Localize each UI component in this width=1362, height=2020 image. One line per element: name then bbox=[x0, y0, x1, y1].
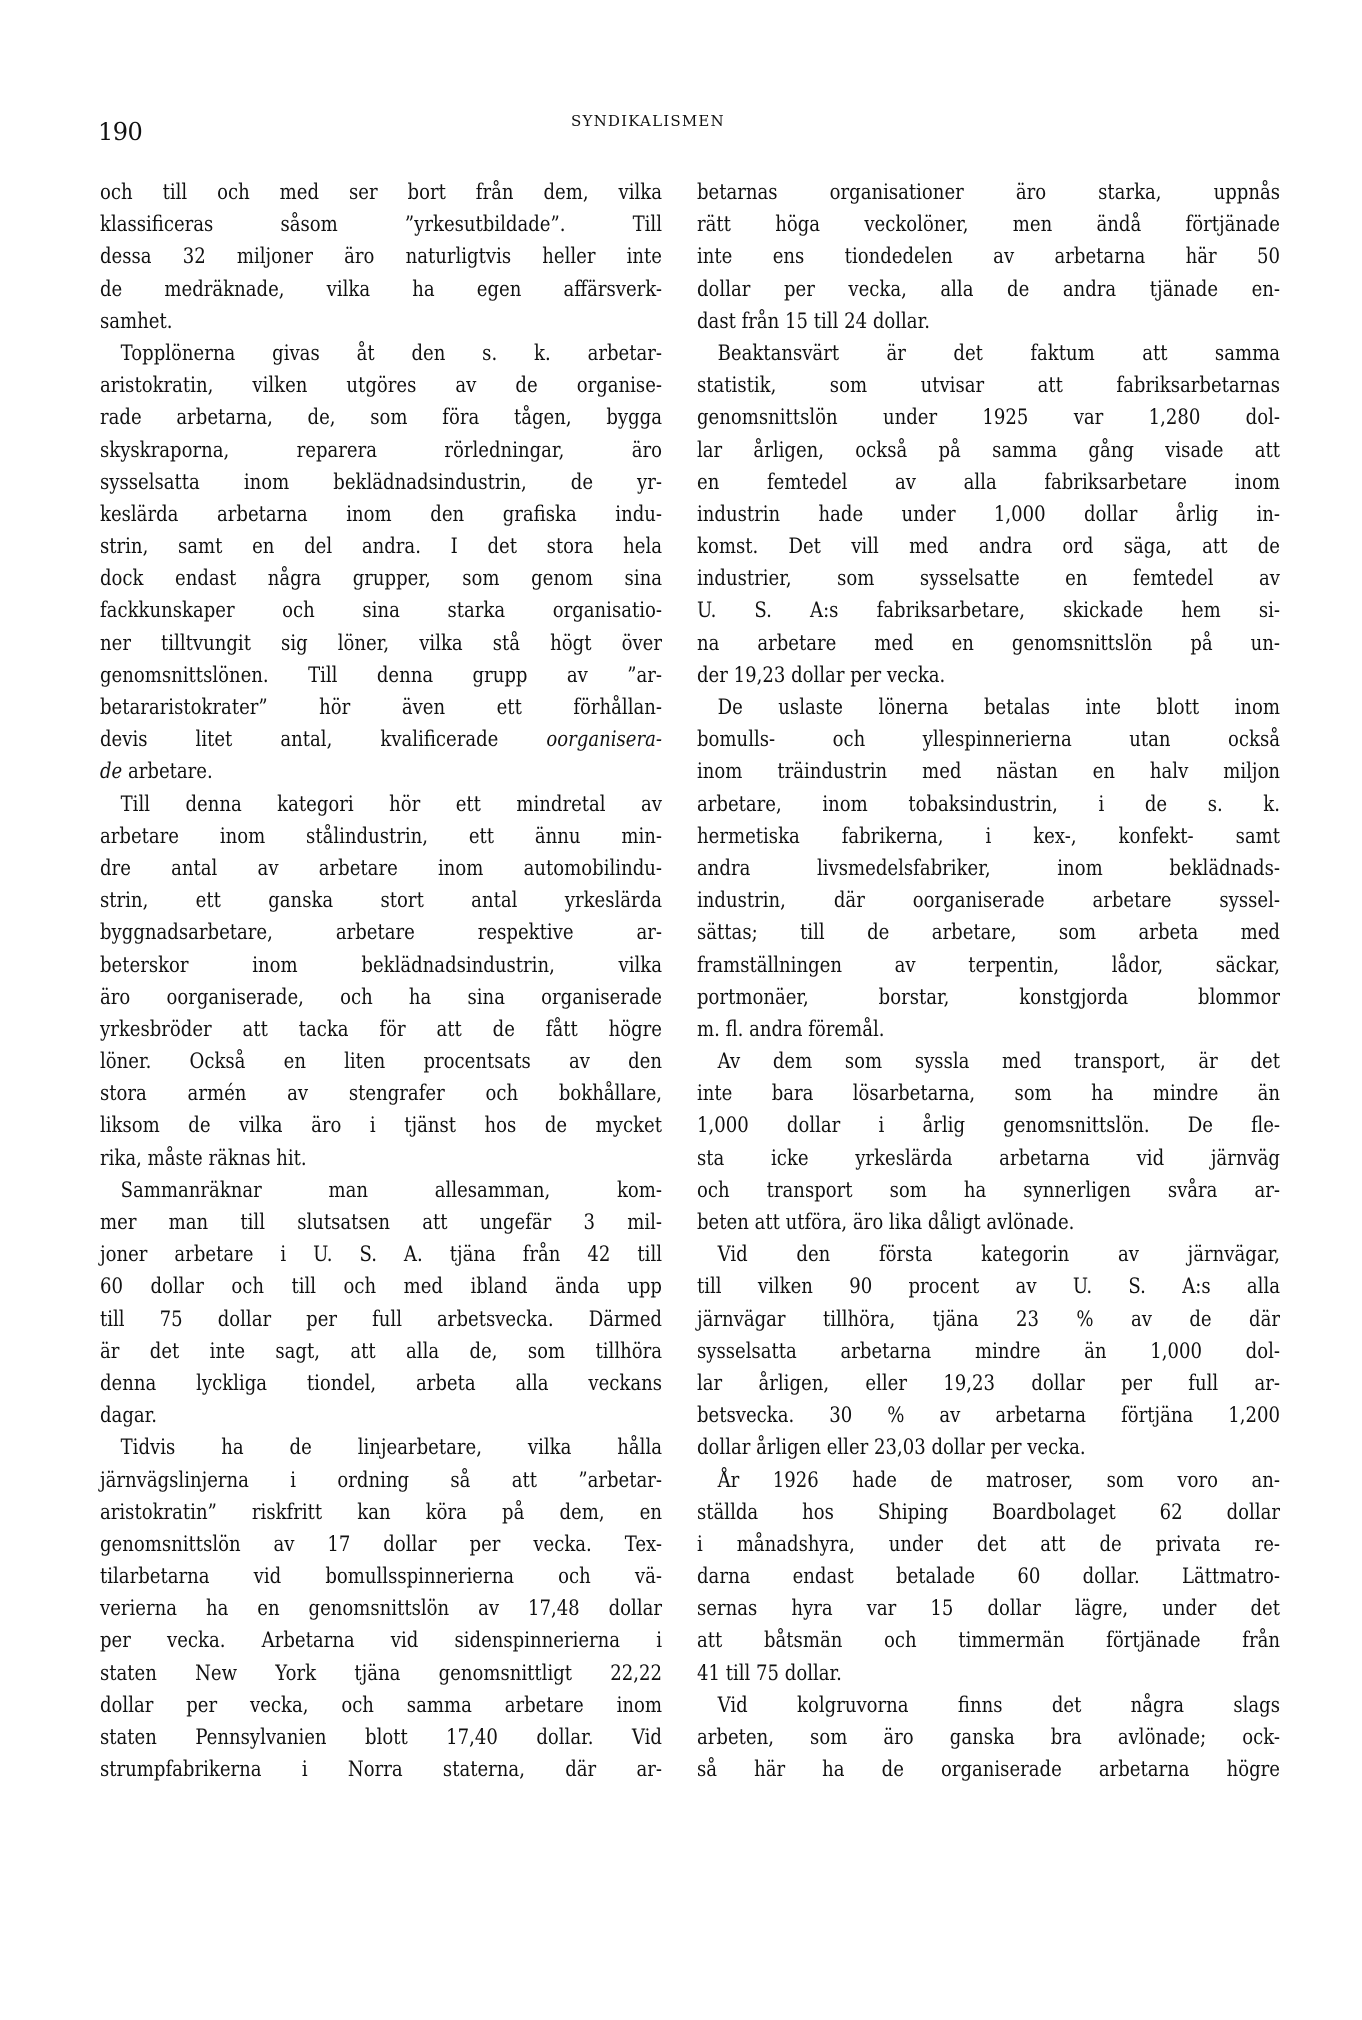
text-line: Till denna kategori hör ett mindretal av bbox=[120, 791, 662, 816]
text-line: aristokratin, vilken utgöres av de organise- bbox=[100, 373, 662, 398]
text-line: fackkunskaper och sina starka organisatio- bbox=[100, 598, 662, 623]
text-line: dagar. bbox=[100, 1403, 158, 1428]
text-line: en femtedel av alla fabriksarbetare inom bbox=[697, 469, 1280, 494]
text-line: framställningen av terpentin, lådor, säckar, bbox=[697, 952, 1280, 977]
text-line: portmonäer, borstar, konstgjorda blommor bbox=[697, 984, 1280, 1009]
text-line: betararistokrater” hör även ett förhållan- bbox=[100, 695, 662, 719]
text-line: denna lyckliga tiondel, arbeta alla veckans bbox=[100, 1370, 662, 1395]
text-line: industrin hade under 1,000 dollar årlig in- bbox=[697, 501, 1280, 526]
text-line: genomsnittslön av 17 dollar per vecka. Tex- bbox=[100, 1531, 662, 1556]
text-line: liksom de vilka äro i tjänst hos de mycket bbox=[100, 1113, 662, 1138]
text-line: De uslaste lönerna betalas inte blott inom bbox=[717, 695, 1280, 719]
text-line: Tidvis ha de linjearbetare, vilka hålla bbox=[120, 1435, 662, 1460]
text-line: inte bara lösarbetarna, som ha mindre än bbox=[697, 1081, 1280, 1106]
text-line: de arbetare. bbox=[100, 759, 213, 784]
text-line: byggnadsarbetare, arbetare respektive ar- bbox=[100, 920, 662, 945]
text-line: stora armén av stengrafer och bokhållare, bbox=[100, 1081, 662, 1106]
text-line: Topplönerna givas åt den s. k. arbetar- bbox=[120, 340, 662, 365]
text-line: verierna ha en genomsnittslön av 17,48 dollar bbox=[100, 1596, 662, 1621]
text-line: komst. Det vill med andra ord säga, att de bbox=[697, 534, 1280, 559]
text-line: joner arbetare i U. S. A. tjäna från 42 till bbox=[100, 1242, 662, 1267]
text-line: beterskor inom beklädnadsindustrin, vilka bbox=[100, 952, 662, 977]
text-line: de medräknade, vilka ha egen affärsverk- bbox=[100, 276, 662, 301]
text-line: rika, måste räknas hit. bbox=[100, 1145, 307, 1170]
text-line: dre antal av arbetare inom automobilindu- bbox=[100, 855, 662, 880]
text-line: strin, ett ganska stort antal yrkeslärda bbox=[100, 888, 662, 913]
right-column bbox=[697, 176, 1280, 1785]
text-line: der 19,23 dollar per vecka. bbox=[697, 662, 946, 687]
text-line: arbeten, som äro ganska bra avlönade; ock- bbox=[697, 1725, 1280, 1749]
text-line: beten att utföra, äro lika dåligt avlönade. bbox=[697, 1210, 1075, 1234]
text-line: arbetare, inom tobaksindustrin, i de s. k. bbox=[697, 791, 1280, 816]
text-line: genomsnittslön under 1925 var 1,280 dol- bbox=[697, 405, 1280, 430]
text-line: sta icke yrkeslärda arbetarna vid järnväg bbox=[697, 1145, 1280, 1170]
text-line: klassificeras såsom ”yrkesutbildade”. Till bbox=[100, 212, 662, 237]
text-line: Beaktansvärt är det faktum att samma bbox=[717, 340, 1280, 365]
text-line: löner. Också en liten procentsats av den bbox=[100, 1049, 662, 1074]
text-line: rätt höga veckolöner, men ändå förtjänade bbox=[697, 212, 1280, 237]
text-line: lar årligen, också på samma gång visade att bbox=[697, 437, 1280, 462]
text-line: betsvecka. 30 % av arbetarna förtjäna 1,200 bbox=[697, 1403, 1280, 1428]
text-line: betarnas organisationer äro starka, uppnås bbox=[697, 180, 1280, 204]
text-line: tilarbetarna vid bomullsspinnerierna och vä- bbox=[100, 1564, 662, 1589]
text-line: 60 dollar och till och med ibland ända upp bbox=[100, 1274, 662, 1299]
text-line: Sammanräknar man allesamman, kom- bbox=[120, 1177, 662, 1202]
text-line: strin, samt en del andra. I det stora hela bbox=[100, 534, 662, 559]
text-line: dock endast några grupper, som genom sina bbox=[100, 566, 662, 591]
text-line: till 75 dollar per full arbetsvecka. Därmed bbox=[100, 1306, 662, 1331]
text-line: skyskraporna, reparera rörledningar, äro bbox=[100, 437, 662, 462]
page-number: 190 bbox=[98, 118, 143, 146]
text-line: industrin, där oorganiserade arbetare syssel- bbox=[697, 888, 1280, 913]
text-line: äro oorganiserade, och ha sina organiserade bbox=[100, 984, 662, 1009]
text-line: devis litet antal, kvalificerade oorganisera- bbox=[100, 727, 662, 752]
text-line: och till och med ser bort från dem, vilka bbox=[100, 180, 662, 204]
text-line: strumpfabrikerna i Norra staterna, där ar- bbox=[100, 1757, 662, 1782]
text-line: Vid kolgruvorna finns det några slags bbox=[717, 1692, 1280, 1717]
text-line: dollar per vecka, alla de andra tjänade en- bbox=[697, 276, 1280, 301]
text-line: industrier, som sysselsatte en femtedel av bbox=[697, 566, 1280, 591]
text-line: mer man till slutsatsen att ungefär 3 mil- bbox=[100, 1210, 662, 1234]
text-line: lar årligen, eller 19,23 dollar per full ar- bbox=[697, 1370, 1280, 1395]
text-line: dollar per vecka, och samma arbetare inom bbox=[100, 1692, 662, 1717]
text-line: järnvägar tillhöra, tjäna 23 % av de där bbox=[697, 1306, 1280, 1331]
text-line: 41 till 75 dollar. bbox=[697, 1660, 842, 1685]
text-line: inom träindustrin med nästan en halv miljon bbox=[697, 759, 1280, 784]
text-line: dollar årligen eller 23,03 dollar per vecka. bbox=[697, 1435, 1086, 1460]
text-line: dast från 15 till 24 dollar. bbox=[697, 308, 930, 333]
text-line: så här ha de organiserade arbetarna högre bbox=[697, 1757, 1280, 1782]
text-line: hermetiska fabrikerna, i kex-, konfekt- samt bbox=[697, 823, 1280, 848]
text-line: rade arbetarna, de, som föra tågen, bygga bbox=[100, 405, 662, 430]
text-line: är det inte sagt, att alla de, som tillhöra bbox=[100, 1338, 662, 1363]
left-column bbox=[100, 176, 662, 1785]
text-line: na arbetare med en genomsnittslön på un- bbox=[697, 630, 1280, 655]
text-line: darna endast betalade 60 dollar. Lättmatro- bbox=[697, 1564, 1280, 1589]
text-line: staten Pennsylvanien blott 17,40 dollar. Vid bbox=[100, 1725, 662, 1749]
text-line: ner tilltvungit sig löner, vilka stå högt över bbox=[100, 630, 662, 655]
text-line: sysselsatta arbetarna mindre än 1,000 dol- bbox=[697, 1338, 1280, 1363]
text-line: År 1926 hade de matroser, som voro an- bbox=[717, 1467, 1280, 1492]
text-line: ställda hos Shiping Boardbolaget 62 dollar bbox=[697, 1499, 1280, 1524]
text-line: dessa 32 miljoner äro naturligtvis heller inte bbox=[100, 244, 662, 269]
text-line: att båtsmän och timmermän förtjänade från bbox=[697, 1628, 1280, 1653]
text-line: aristokratin” riskfritt kan köra på dem, en bbox=[100, 1499, 662, 1524]
text-line: statistik, som utvisar att fabriksarbetarnas bbox=[697, 373, 1280, 398]
text-line: samhet. bbox=[100, 308, 173, 333]
text-line: Vid den första kategorin av järnvägar, bbox=[717, 1242, 1280, 1267]
text-line: sättas; till de arbetare, som arbeta med bbox=[697, 920, 1280, 945]
text-line: inte ens tiondedelen av arbetarna här 50 bbox=[697, 244, 1280, 269]
text-line: per vecka. Arbetarna vid sidenspinnerierna i bbox=[100, 1628, 662, 1653]
text-line: och transport som ha synnerligen svåra ar- bbox=[697, 1177, 1280, 1202]
text-line: bomulls- och yllespinnerierna utan också bbox=[697, 727, 1280, 752]
text-line: yrkesbröder att tacka för att de fått högre bbox=[100, 1016, 662, 1041]
text-line: staten New York tjäna genomsnittligt 22,22 bbox=[100, 1660, 662, 1685]
text-line: 1,000 dollar i årlig genomsnittslön. De fle- bbox=[697, 1113, 1280, 1138]
text-line: till vilken 90 procent av U. S. A:s alla bbox=[697, 1274, 1280, 1299]
text-line: keslärda arbetarna inom den grafiska indu- bbox=[100, 501, 662, 526]
text-line: järnvägslinjerna i ordning så att ”arbetar- bbox=[100, 1467, 662, 1492]
running-title: SYNDIKALISMEN bbox=[571, 112, 725, 130]
text-line: sysselsatta inom beklädnadsindustrin, de yr- bbox=[100, 469, 662, 494]
text-line: sernas hyra var 15 dollar lägre, under det bbox=[697, 1596, 1280, 1621]
italic-text: de bbox=[100, 759, 123, 784]
italic-text: oorganisera- bbox=[546, 727, 662, 752]
text-line: m. fl. andra föremål. bbox=[697, 1016, 885, 1041]
text-line: arbetare inom stålindustrin, ett ännu min- bbox=[100, 823, 662, 848]
text-line: i månadshyra, under det att de privata re- bbox=[697, 1531, 1280, 1556]
text-line: genomsnittslönen. Till denna grupp av ”ar- bbox=[100, 662, 662, 687]
text-line: andra livsmedelsfabriker, inom beklädnads- bbox=[697, 855, 1280, 880]
text-line: Av dem som syssla med transport, är det bbox=[717, 1049, 1280, 1074]
text-line: U. S. A:s fabriksarbetare, skickade hem si- bbox=[697, 598, 1280, 623]
